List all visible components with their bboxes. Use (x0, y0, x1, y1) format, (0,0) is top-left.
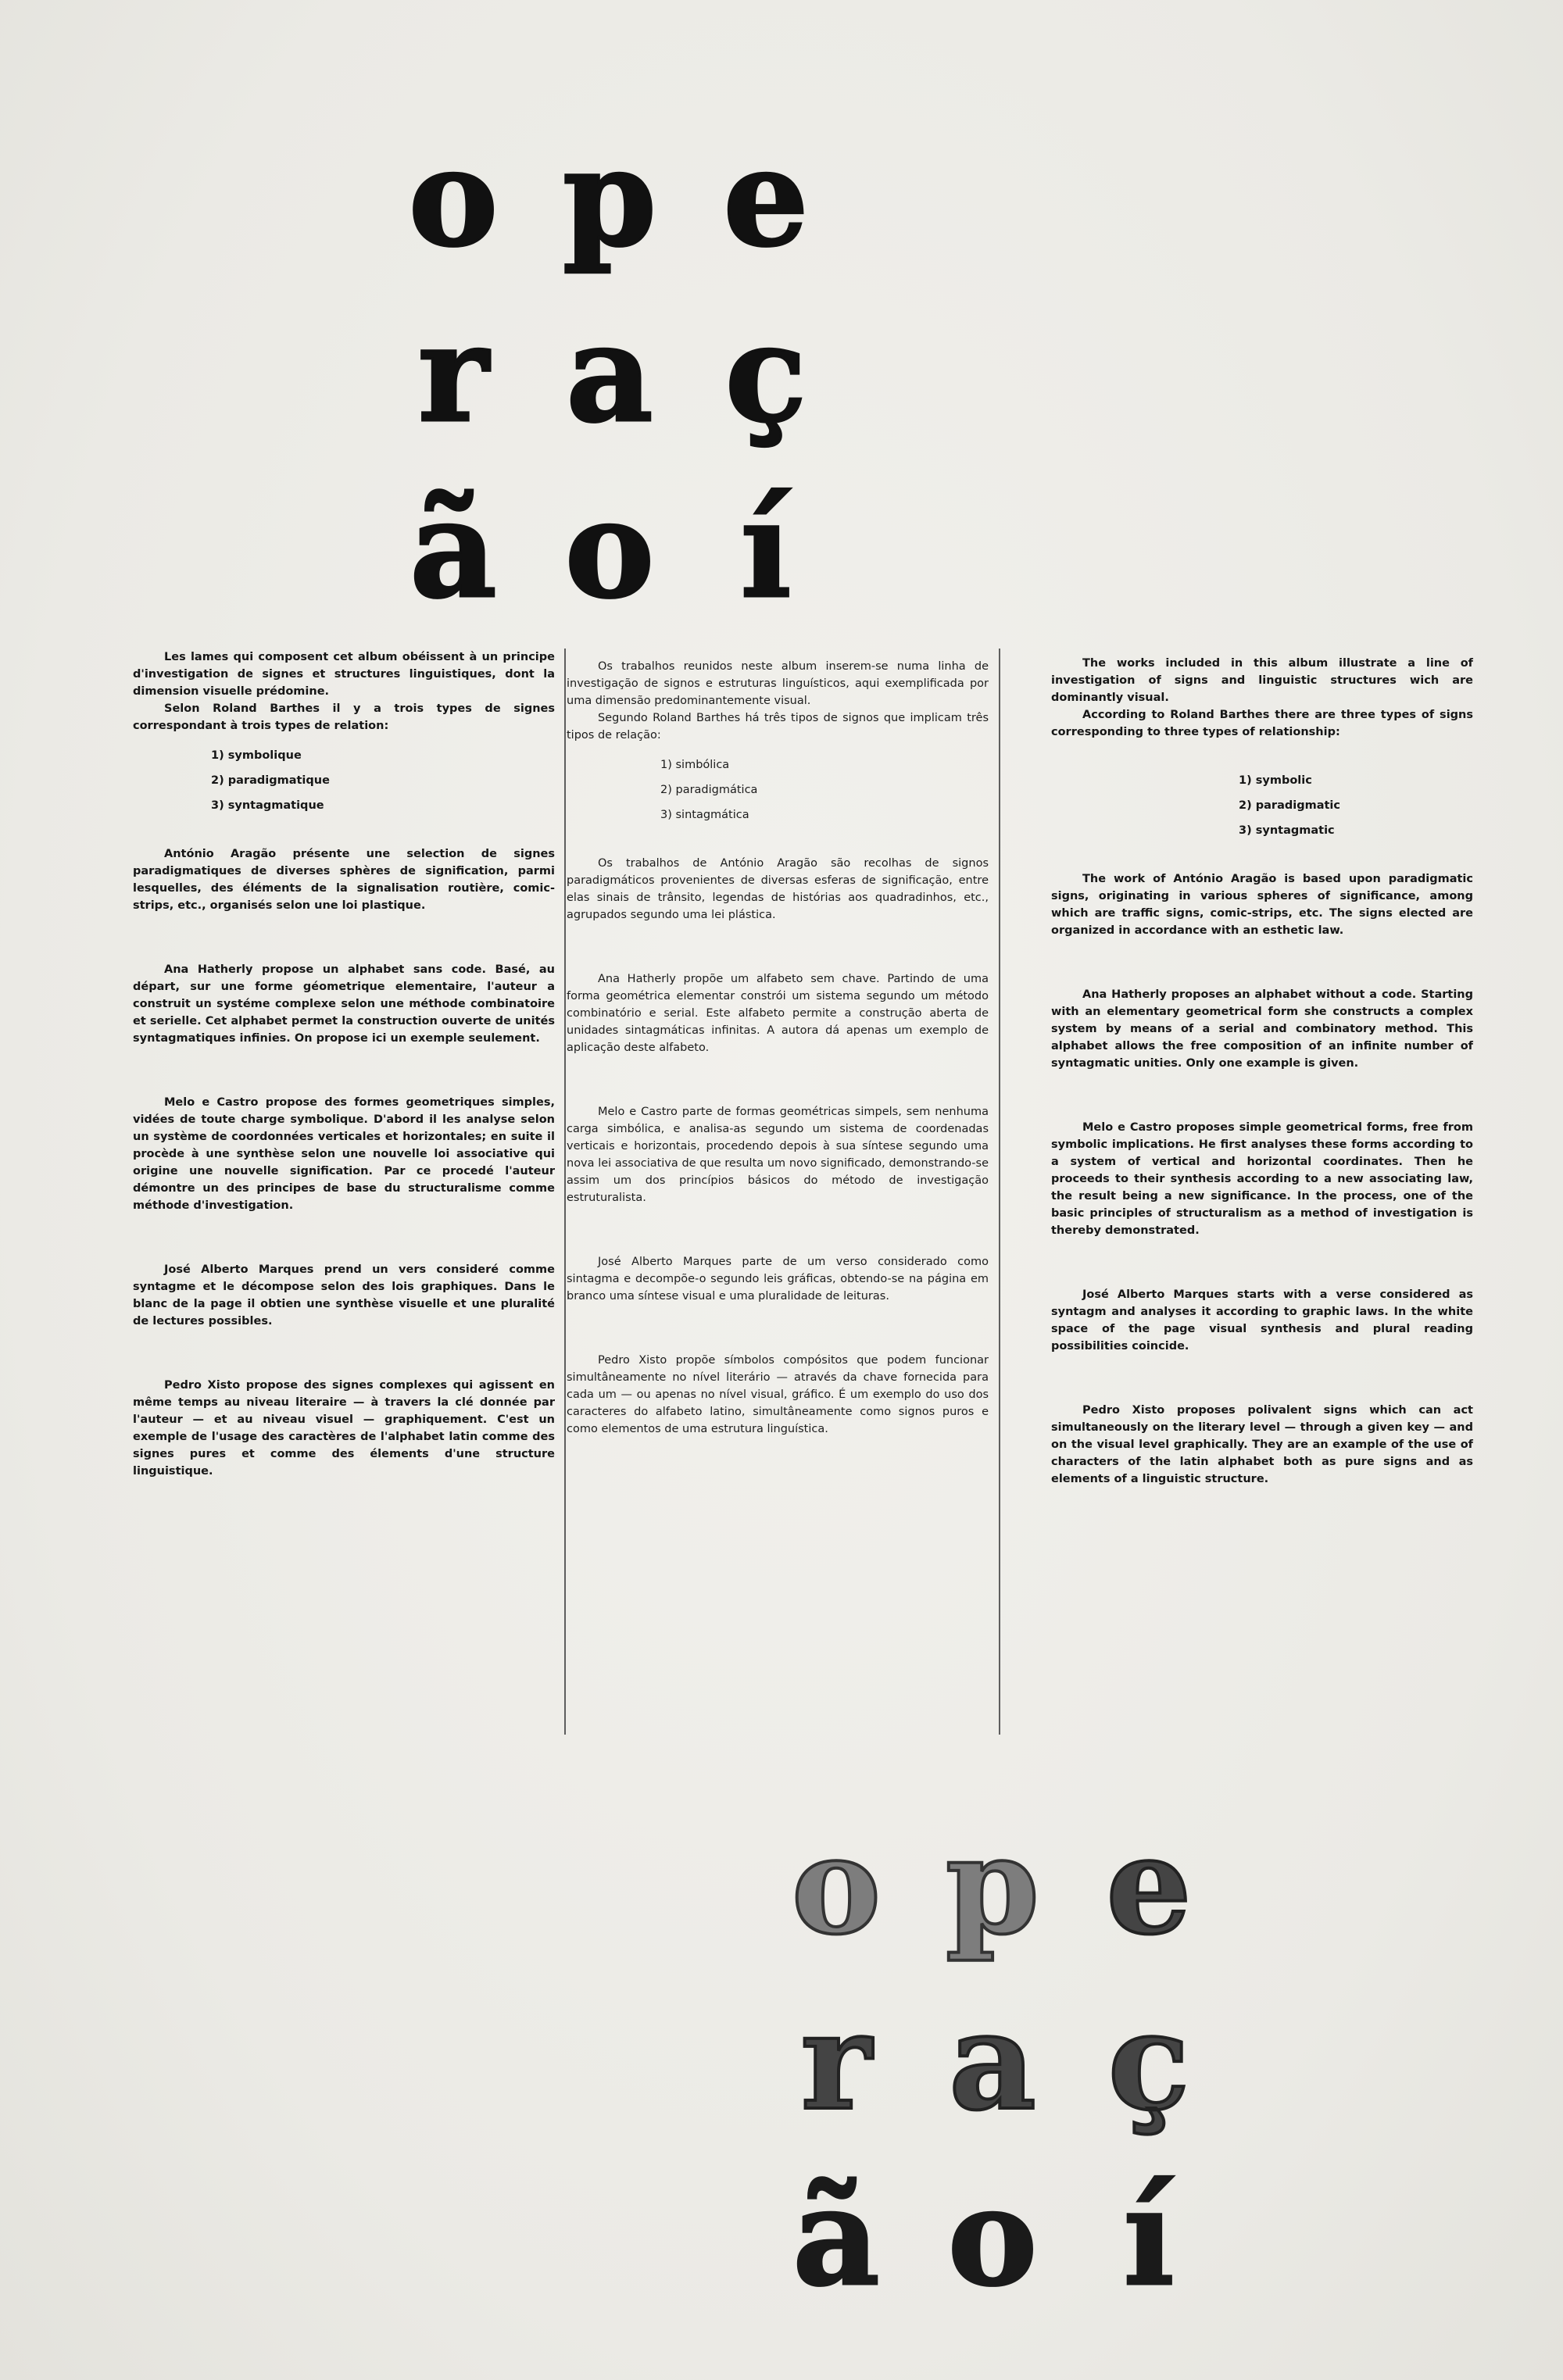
portuguese-aragao: Os trabalhos de António Aragão são recolhas de signos paradigmáticos provenientes de diversas esferas de significação, entre elas sinais de trânsito, legendas de histórias aos quadradinhos, etc., agrupados segundo uma lei plástica. (567, 857, 989, 921)
list-item: 3) syntagmatique (211, 799, 324, 812)
portuguese-column (567, 658, 989, 1438)
english-marques: José Alberto Marques starts with a verse considered as syntagm and analyses it according to graphic laws. In the white space of the page visual synthesis and plural reading possibilities coincide. (1051, 1288, 1473, 1353)
french-melo-e-castro: Melo e Castro propose des formes geometriques simples, vidées de toute charge symbolique. D'abord il les analyse selon un système de coordonnées verticales et horizontales; en suite il procède à une synthèse selon une nouvelle loi associative qui origine une nouvelle signification. Par ce procedé l'auteur démontre un des principes de base du structuralisme comme méthode d'investigation. (133, 1096, 555, 1212)
portuguese-xisto: Pedro Xisto propõe símbolos compósitos que podem funcionar simultâneamente no nível literário — através da chave fornecida para cada um — ou apenas no nível visual, gráfico. É um exemplo do uso dos caracteres do alfabeto latino, simultâneamente como signos puros e como elementos de uma estrutura linguística. (567, 1354, 989, 1435)
title-letter: r (800, 1982, 872, 2140)
portuguese-barthes: Segundo Roland Barthes há três tipos de signos que implicam três tipos de relação: (567, 712, 989, 742)
french-column (133, 649, 555, 1480)
title-letter: ç (1107, 1982, 1190, 2140)
list-item: 2) paradigmática (660, 784, 758, 796)
french-intro: Les lames qui composent cet album obéissent à un principe d'investigation de signes et structures linguistiques, dont la dimension visuelle prédomine. (133, 651, 555, 698)
column-divider (564, 649, 566, 1735)
title-letter: p (945, 1806, 1040, 1964)
english-intro: The works included in this album illustrate a line of investigation of signs and linguistic structures wich are dominantly visual. (1051, 657, 1473, 704)
title-letter: o (947, 2157, 1038, 2316)
column-divider (999, 649, 1000, 1735)
portuguese-intro: Os trabalhos reunidos neste album inserem-se numa linha de investigação de signos e estruturas linguísticos, aqui exemplificada por uma dimensão predominantemente visual. (567, 660, 989, 707)
portuguese-sign-types-list (660, 756, 989, 824)
title-letter: ã (792, 2157, 880, 2316)
english-xisto: Pedro Xisto proposes polivalent signs which can act simultaneously on the literary level — through a given key — and on the visual level graphically. They are an example of the use of characters of the latin alphabet both as pure signs and as elements of a linguistic structure. (1051, 1404, 1473, 1485)
title-letter: e (1106, 1806, 1192, 1964)
portuguese-melo-e-castro: Melo e Castro parte de formas geométricas simpels, sem nenhuma carga simbólica, e analisa-as segundo um sistema de coordenadas verticais e horizontais, procedendo depois à sua síntese segundo uma nova lei associativa de que resulta um novo significado, demonstrando-se assim um dos princípios básicos do método de investigação estruturalista. (567, 1106, 989, 1204)
title-letter: a (566, 294, 653, 452)
english-column (1051, 655, 1473, 1488)
list-item: 3) syntagmatic (1239, 824, 1335, 837)
french-xisto: Pedro Xisto propose des signes complexes qui agissent en même temps au niveau literaire — à travers la clé donnée par l'auteur — et au niveau visuel — graphiquement. C'est un exemple de l'usage des caractères de l'alphabet latin comme des signes pures et comme des élements d'une structure linguistique. (133, 1379, 555, 1478)
title-letter: a (949, 1982, 1036, 2140)
list-item: 1) simbólica (660, 759, 730, 771)
title-letter: í (740, 470, 792, 628)
title-letter: í (1123, 2157, 1175, 2316)
list-item: 1) symbolic (1239, 774, 1312, 787)
title-letter-grid-bottom (758, 1797, 1227, 2325)
title-letter: ç (724, 294, 807, 452)
list-item: 2) paradigmatique (211, 774, 330, 787)
title-letter: p (562, 118, 657, 277)
english-melo-e-castro: Melo e Castro proposes simple geometrical forms, free from symbolic implications. He first analyses these forms according to a system of vertical and horizontal coordinates. Then he proceeds to their synthesis according to a new associating law, the result being a new significance. In the process, one of the basic principles of structuralism as a method of investigation is thereby demonstrated. (1051, 1121, 1473, 1237)
title-letter: r (417, 294, 489, 452)
english-aragao: The work of António Aragão is based upon paradigmatic signs, originating in various spheres of significance, among which are traffic signs, comic-strips, etc. The signs elected are organized in accordance with an esthetic law. (1051, 873, 1473, 937)
french-aragao: António Aragão présente une selection de signes paradigmatiques de diverses sphères de signification, parmi lesquelles, des éléments de la signalisation routière, comic-strips, etc., organisés selon une loi plastique. (133, 848, 555, 912)
english-hatherly: Ana Hatherly proposes an alphabet without a code. Starting with an elementary geometrical form she constructs a complex system by means of a serial and combinatory method. This alphabet allows the free composition of an infinite number of syntagmatic unities. Only one example is given. (1051, 988, 1473, 1070)
title-letter: o (564, 470, 655, 628)
trilingual-text-columns (133, 649, 1473, 1735)
portuguese-hatherly: Ana Hatherly propõe um alfabeto sem chave. Partindo de uma forma geométrica elementar constrói um sistema segundo um método combinatório e serial. Este alfabeto permite a construção aberta de unidades sintagmáticas infinitas. A autora dá apenas um exemplo de aplicação deste alfabeto. (567, 973, 989, 1054)
portuguese-marques: José Alberto Marques parte de um verso considerado como sintagma e decompõe-o segundo leis gráficas, obtendo-se na página em branco uma síntese visual e uma pluralidade de leituras. (567, 1256, 989, 1303)
french-marques: José Alberto Marques prend un vers consideré comme syntagme et le décompose selon des lois graphiques. Dans le blanc de la page il obtien une synthèse visuelle et une pluralité de lectures possibles. (133, 1263, 555, 1328)
title-letter-grid-top (375, 109, 844, 637)
title-letter: e (723, 118, 809, 277)
english-barthes: According to Roland Barthes there are three types of signs corresponding to three types of relationship: (1051, 709, 1473, 738)
list-item: 1) symbolique (211, 749, 302, 762)
english-sign-types-list (1239, 772, 1473, 839)
list-item: 2) paradigmatic (1239, 799, 1340, 812)
list-item: 3) sintagmática (660, 809, 749, 821)
title-letter: o (791, 1806, 882, 1964)
french-barthes: Selon Roland Barthes il y a trois types de signes correspondant à trois types de relation: (133, 702, 555, 732)
title-letter: o (408, 118, 499, 277)
french-hatherly: Ana Hatherly propose un alphabet sans code. Basé, au départ, sur une forme géometrique elementaire, l'auteur a construit un systéme complexe selon une méthode combinatoire et serielle. Cet alphabet permet la construction ouverte de unités syntagmatiques infinies. On propose ici un exemple seulement. (133, 963, 555, 1045)
french-sign-types-list (211, 747, 555, 814)
title-letter: ã (410, 470, 497, 628)
